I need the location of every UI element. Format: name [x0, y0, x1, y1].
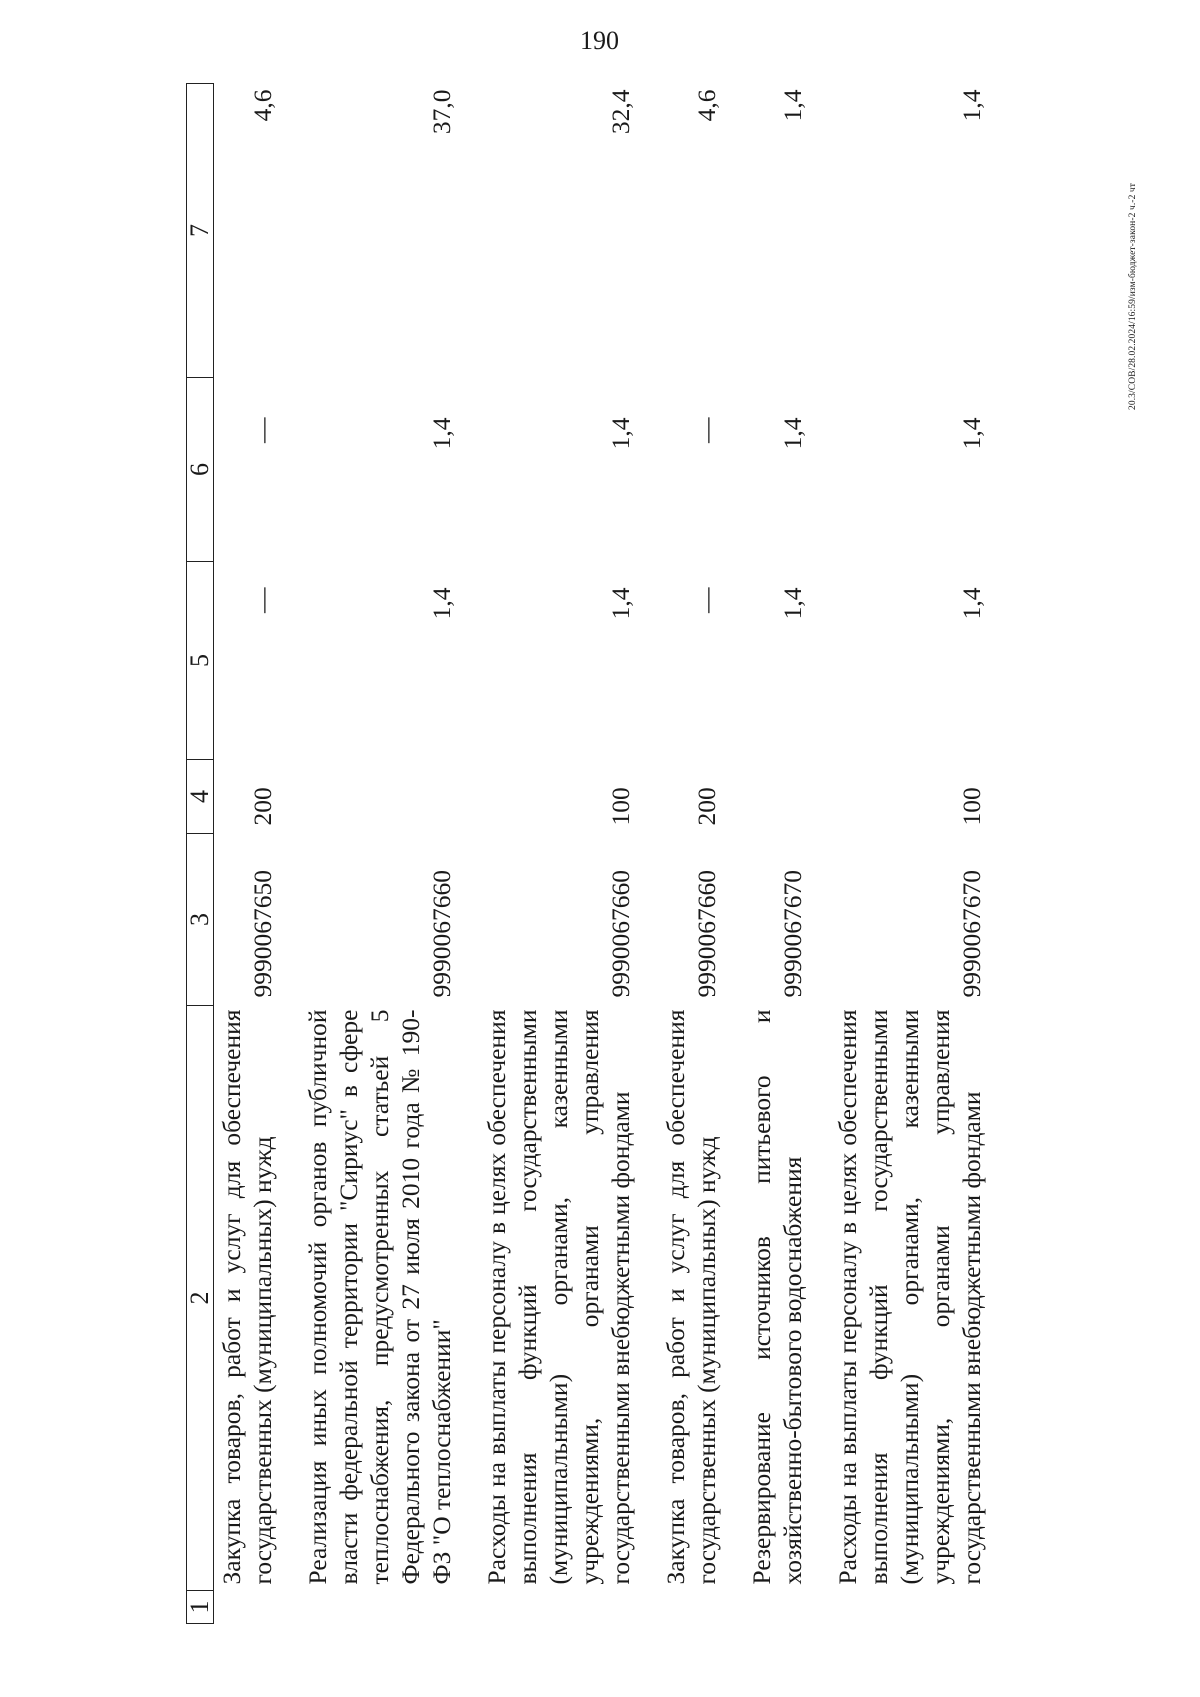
header-col-6: 6	[187, 378, 214, 562]
row-number-cell	[744, 1591, 830, 1624]
row-col7: 1,4	[778, 89, 807, 122]
table-header-row	[187, 84, 214, 1624]
page-number: 190	[580, 26, 619, 55]
row-col7: 37,0	[427, 89, 456, 135]
row-description: Закупка товаров, работ и услуг для обеспечения государственных (муниципальных) нужд	[217, 1009, 277, 1585]
row-col6: 1,4	[957, 417, 986, 450]
row-description: Закупка товаров, работ и услуг для обеспечения государственных (муниципальных) нужд	[661, 1009, 721, 1585]
row-col5: 1,4	[427, 587, 456, 620]
table-row	[830, 84, 1009, 1624]
row-code: 9990067670	[778, 870, 807, 998]
budget-table	[186, 83, 1009, 1624]
row-col6: —	[248, 417, 277, 443]
row-type	[744, 760, 830, 834]
row-code: 9990067660	[427, 870, 456, 998]
row-number-cell	[830, 1591, 1009, 1624]
row-number-cell	[479, 1591, 658, 1624]
row-type: 200	[248, 787, 277, 826]
row-col5: —	[692, 587, 721, 613]
table-row	[658, 84, 744, 1624]
row-description: Реализация иных полномочий органов публичной власти федеральной территории "Сириус" в сфере теплоснабжения, предусмотренных статьей 5 Федерального закона от 27 июля 2010 года № 190-ФЗ "О теплоснабжении"	[303, 1009, 456, 1585]
row-code: 9990067670	[957, 870, 986, 998]
row-col6: 1,4	[778, 417, 807, 450]
table-row	[744, 84, 830, 1624]
row-code: 9990067650	[248, 870, 277, 998]
row-col7: 1,4	[957, 89, 986, 122]
row-col6: —	[692, 417, 721, 443]
row-number-cell	[214, 1591, 301, 1624]
row-col6: 1,4	[606, 417, 635, 450]
header-col-1: 1	[187, 1591, 214, 1624]
row-col5: 1,4	[778, 587, 807, 620]
row-col7: 4,6	[692, 89, 721, 122]
row-col5: 1,4	[606, 587, 635, 620]
row-code: 9990067660	[606, 870, 635, 998]
table-row	[214, 84, 301, 1624]
row-type	[300, 760, 479, 834]
row-col6: 1,4	[427, 417, 456, 450]
row-type: 200	[692, 787, 721, 826]
row-number-cell	[300, 1591, 479, 1624]
table-row	[300, 84, 479, 1624]
row-number-cell	[658, 1591, 744, 1624]
row-description: Расходы на выплаты персоналу в целях обеспечения выполнения функций государственными (муниципальными) органами, казенными учреждениями, органами управления государственными внебюджетными фондами	[833, 1009, 986, 1585]
row-col5: —	[248, 587, 277, 613]
row-col7: 32,4	[606, 89, 635, 135]
row-code: 9990067660	[692, 870, 721, 998]
header-col-3: 3	[187, 834, 214, 1006]
budget-table-rotated	[186, 84, 1200, 1624]
header-col-4: 4	[187, 760, 214, 834]
row-col7: 4,6	[248, 89, 277, 122]
header-col-7: 7	[187, 84, 214, 378]
row-type: 100	[606, 787, 635, 826]
row-type: 100	[957, 787, 986, 826]
row-description: Расходы на выплаты персоналу в целях обеспечения выполнения функций государственными (муниципальными) органами, казенными учреждениями, органами управления государственными внебюджетными фондами	[482, 1009, 635, 1585]
header-col-5: 5	[187, 562, 214, 760]
table-row	[479, 84, 658, 1624]
row-description: Резервирование источников питьевого и хозяйственно-бытового водоснабжения	[747, 1009, 807, 1585]
header-col-2: 2	[187, 1006, 214, 1591]
row-col5: 1,4	[957, 587, 986, 620]
footer-document-code: 20.3/СОВ/28.02.2024/16:59/изм-бюджет-закон-2 ч.-2 чт	[1128, 182, 1138, 410]
